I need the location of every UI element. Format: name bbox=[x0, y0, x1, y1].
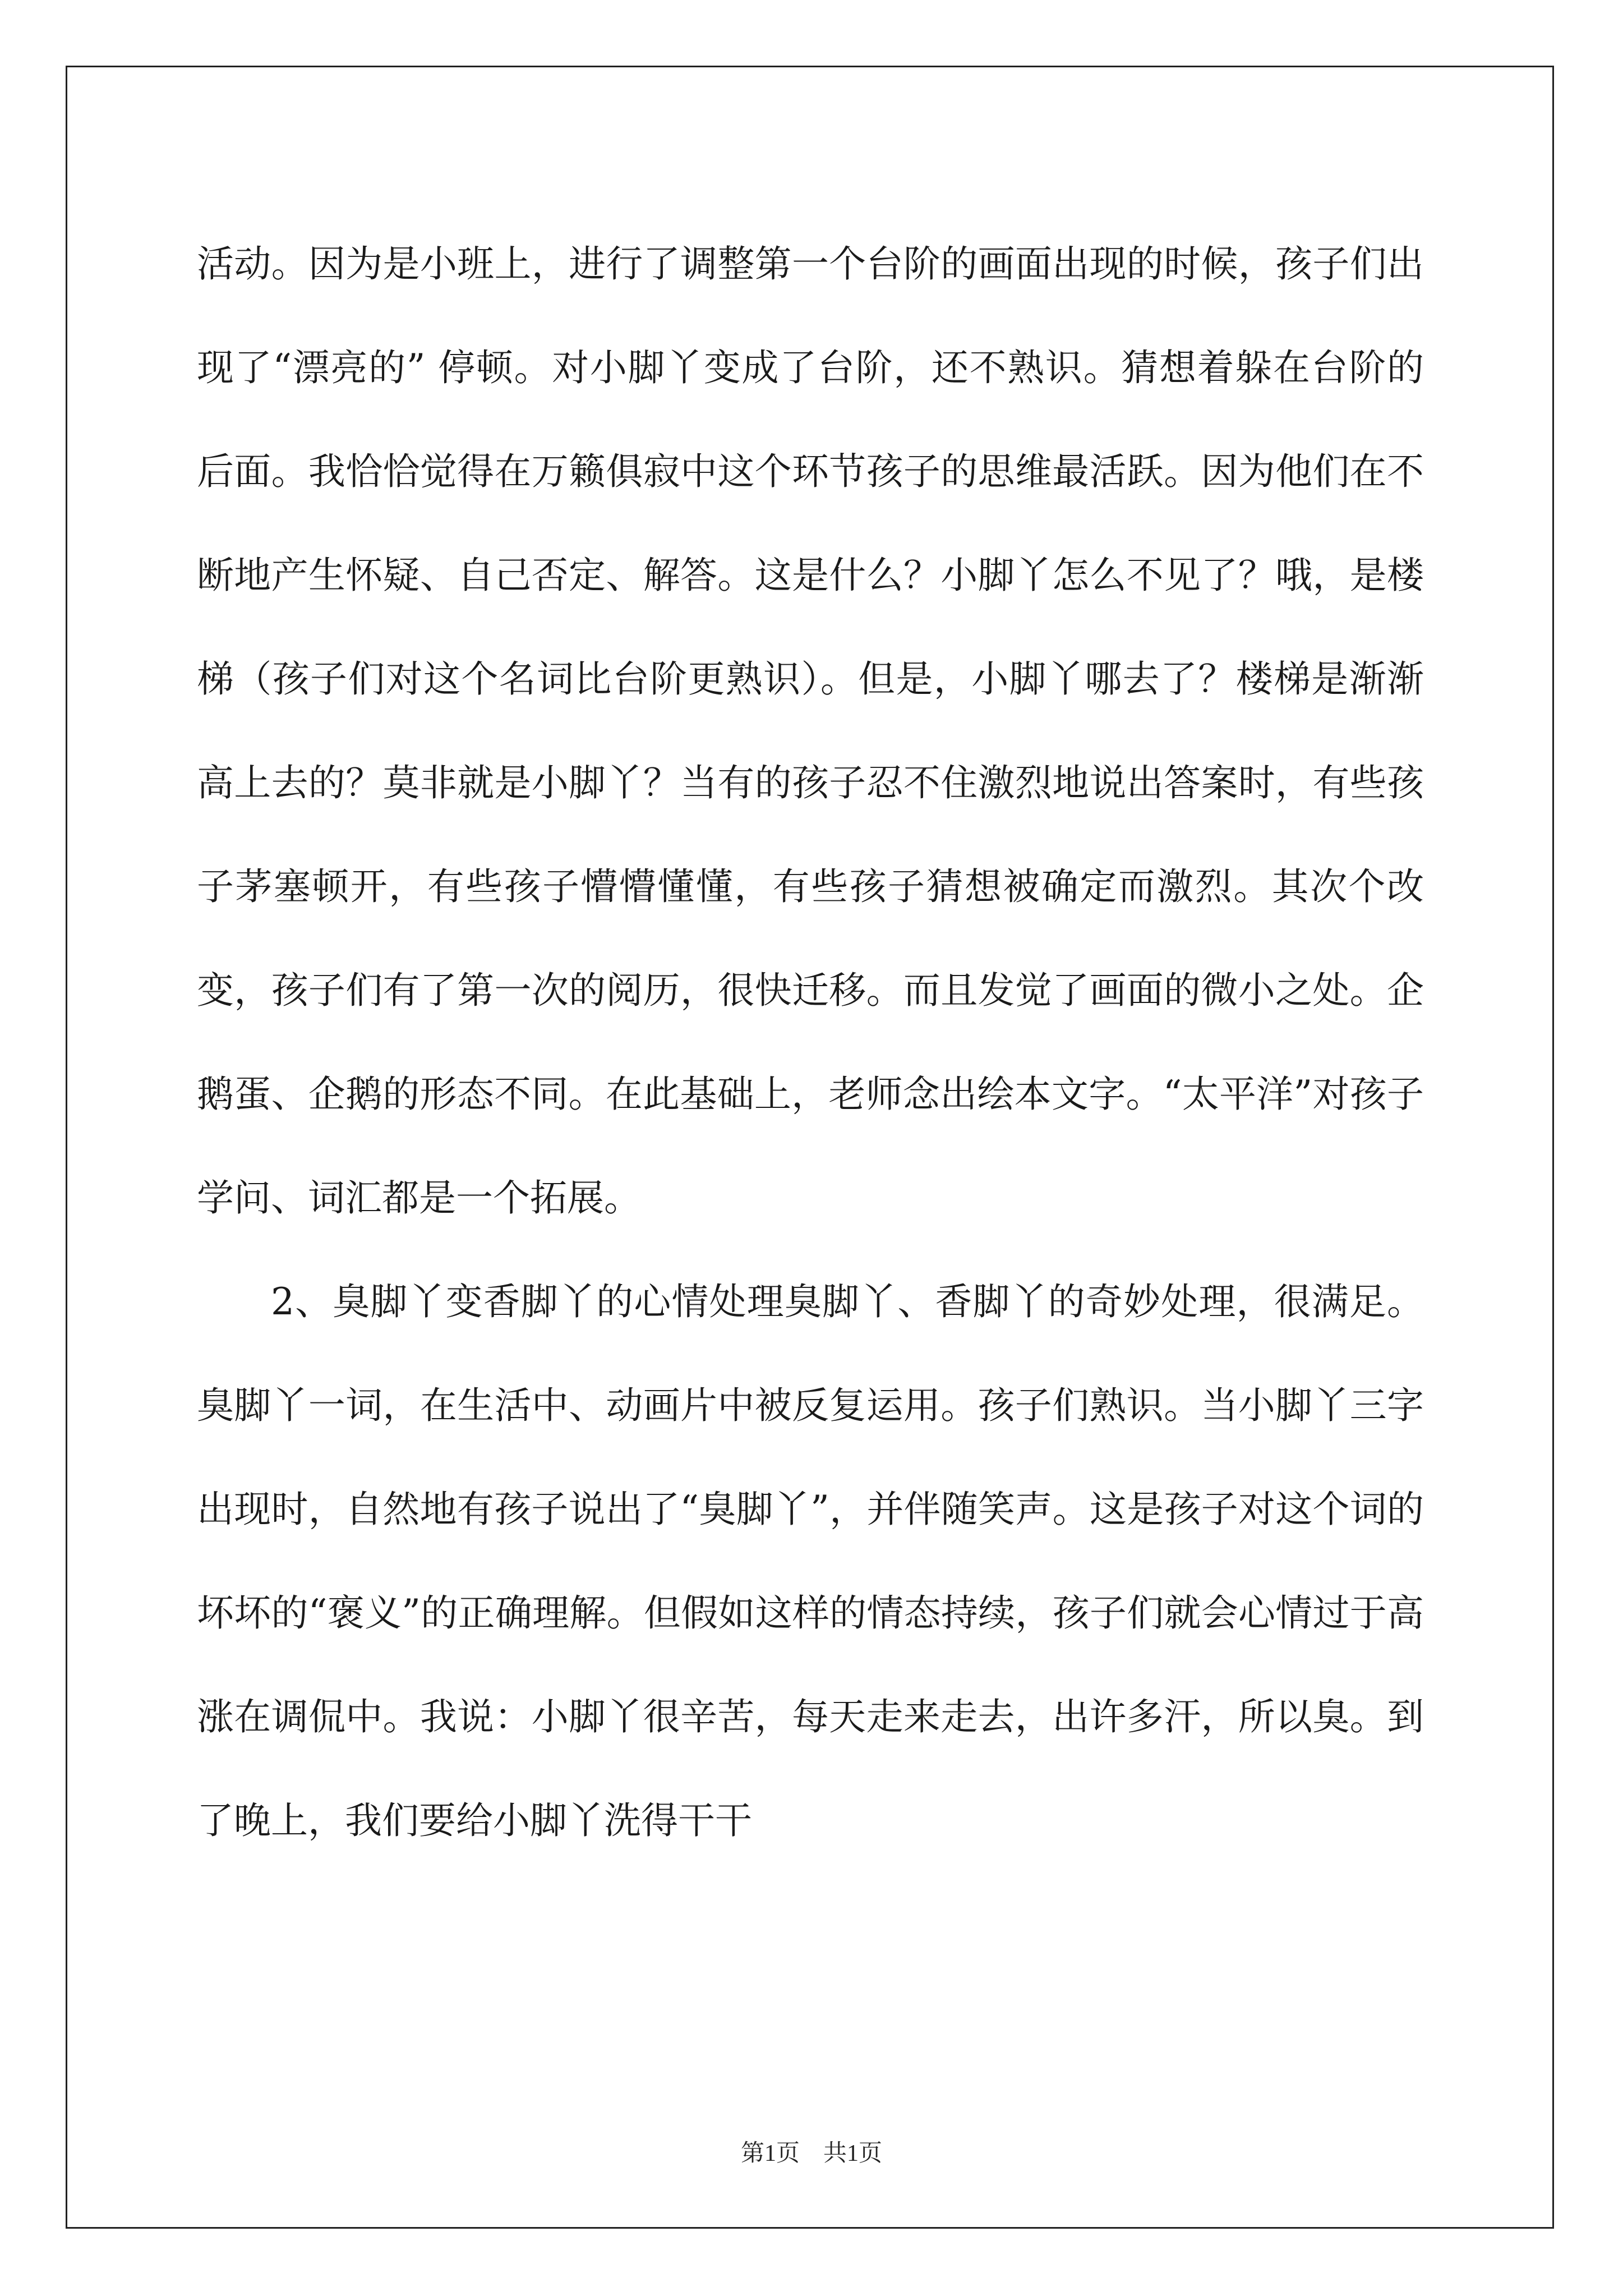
page-number: 第1页 共1页 bbox=[740, 2141, 882, 2166]
paragraph-2: 2、臭脚丫变香脚丫的心情处理臭脚丫、香脚丫的奇妙处理，很满足。臭脚丫一词，在生活中、动画片中被反复运用。孩子们熟识。当小脚丫三字出现时，自然地有孩子说出了“臭脚丫”，并伴随笑声。这是孩子对这个词的坏坏的“褒义”的正确理解。但假如这样的情态持续，孩子们就会心情过于高涨在调侃中。我说：小脚丫很辛苦，每天走来走去，出许多汗，所以臭。到了晚上，我们要给小脚丫洗得干干 bbox=[197, 1280, 1424, 1842]
paragraph-1: 活动。因为是小班上，进行了调整第一个台阶的画面出现的时候，孩子们出现了“漂亮的” 停顿。对小脚丫变成了台阶，还不熟识。猜想着躲在台阶的后面。我恰恰觉得在万籁俱寂中这个环节孩子的思维最活跃。因为他们在不断地产生怀疑、自己否定、解答。这是什么？小脚丫怎么不见了？哦，是楼梯（孩子们对这个名词比台阶更熟识）。但是，小脚丫哪去了？楼梯是渐渐高上去的？莫非就是小脚丫？当有的孩子忍不住激烈地说出答案时，有些孩子茅塞顿开，有些孩子懵懵懂懂，有些孩子猜想被确定而激烈。其次个改变，孩子们有了第一次的阅历，很快迁移。而且发觉了画面的微小之处。企鹅蛋、企鹅的形态不同。在此基础上，老师念出绘本文字。“太平洋”对孩子学问、词汇都是一个拓展。 bbox=[197, 242, 1424, 1220]
document-body bbox=[197, 212, 1424, 1872]
